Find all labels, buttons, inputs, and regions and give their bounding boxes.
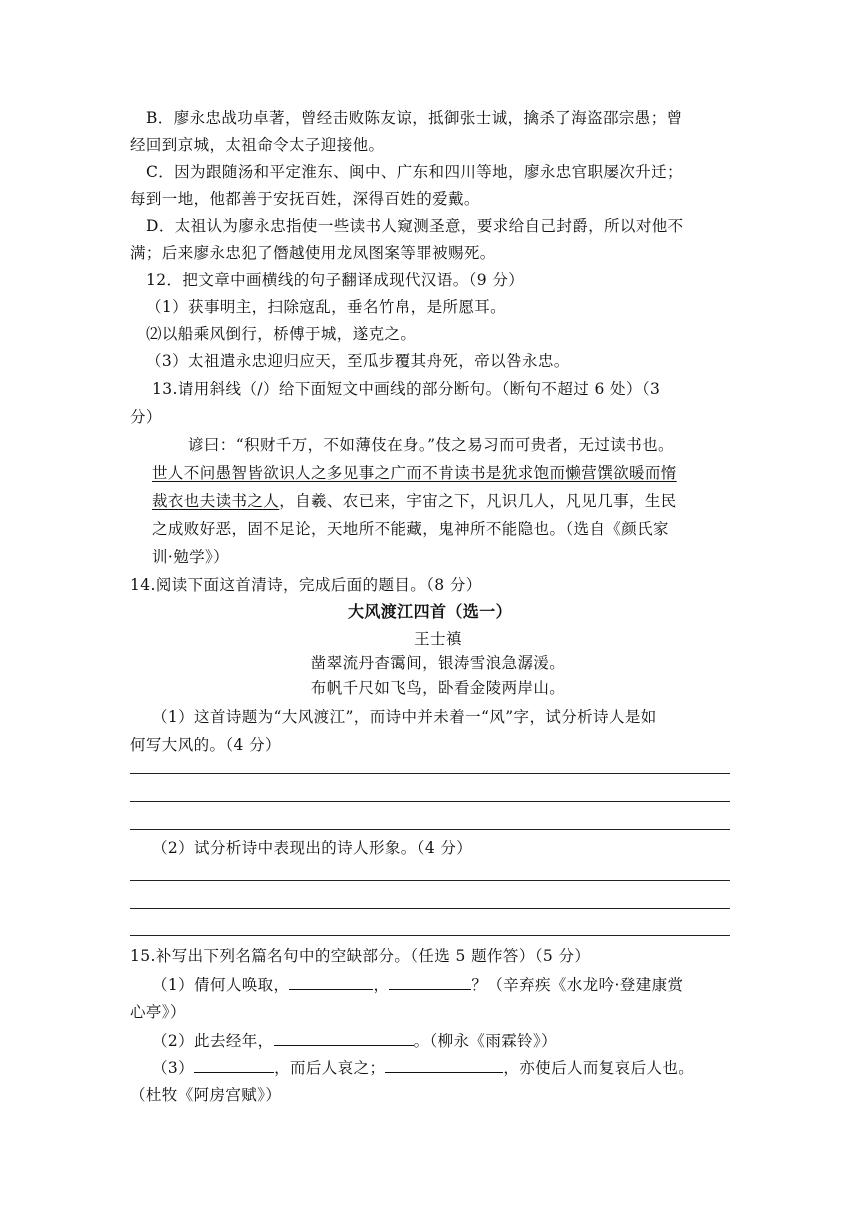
fill-blank[interactable] <box>289 973 373 990</box>
fill-blank[interactable] <box>194 1056 274 1073</box>
q15-3-suffix: ，亦使后人而复哀后人也。 <box>503 1059 695 1077</box>
q15-3-middle: ，而后人哀之； <box>274 1059 386 1077</box>
answer-line[interactable] <box>130 829 730 830</box>
q15-2-prefix: （2）此去经年， <box>152 1032 274 1050</box>
question-15-item-3-line-2: （杜牧《阿房宫赋》） <box>130 1086 282 1104</box>
question-14-part-1-line-1: （1）这首诗题为“大风渡江”，而诗中并未着一“风”字，试分析诗人是如 <box>152 708 657 726</box>
question-12-item-3: （3）太祖遣永忠迎归应天，至瓜步覆其舟死，帝以咎永忠。 <box>146 352 570 370</box>
option-b-line-1: B．廖永忠战功卓著，曾经击败陈友谅，抵御张士诚，擒杀了海盗邵宗愚；曾 <box>146 109 683 127</box>
option-b-line-2: 经回到京城，太祖命令太子迎接他。 <box>130 136 385 154</box>
option-c-line-1: C．因为跟随汤和平定淮东、闽中、广东和四川等地，廖永忠官职屡次升迁； <box>146 163 683 181</box>
passage-line-1: 谚曰：“积财千万，不如薄伎在身。”伎之易习而可贵者，无过读书也。 <box>188 436 674 454</box>
question-12-item-2: ⑵以船乘风倒行，桥傅于城，遂克之。 <box>146 325 417 343</box>
question-14-part-2: （2）试分析诗中表现出的诗人形象。（4 分） <box>152 839 473 857</box>
question-12-item-1: （1）获事明主，扫除寇乱，垂名竹帛，是所愿耳。 <box>146 298 507 316</box>
question-15-item-1-line-1 <box>152 973 683 996</box>
question-15-item-2 <box>152 1029 557 1052</box>
option-c-line-2: 每到一地，他都善于安抚百姓，深得百姓的爱戴。 <box>130 190 480 208</box>
question-15-item-3-line-1 <box>152 1056 694 1079</box>
poem-author: 王士禛 <box>414 630 462 648</box>
question-15-item-1-line-2: 心亭》） <box>130 1003 186 1021</box>
question-12: 12．把文章中画横线的句子翻译成现代汉语。（9 分） <box>146 271 525 289</box>
question-13-line-2: 分） <box>130 408 162 426</box>
answer-line[interactable] <box>130 935 730 936</box>
passage-line-5: 训·勉学》） <box>152 548 230 566</box>
passage-line-3-rest: ，自羲、农已来，宇宙之下，凡识几人，凡见几事，生民 <box>279 492 677 510</box>
answer-line[interactable] <box>130 880 730 881</box>
poem-line-1: 凿翠流丹杳霭间，银涛雪浪急潺湲。 <box>310 654 566 672</box>
answer-line[interactable] <box>130 801 730 802</box>
passage-line-3 <box>152 490 677 512</box>
passage-underlined-segment: 裁衣也夫读书之人 <box>152 492 280 510</box>
poem-title: 大风渡江四首（选一） <box>347 602 512 621</box>
q15-1-suffix: ？（辛弃疾《水龙吟·登建康赏 <box>471 976 684 994</box>
option-d-line-2: 满；后来廖永忠犯了僭越使用龙凤图案等罪被赐死。 <box>130 244 496 262</box>
option-d-line-1: D．太祖认为廖永忠指使一些读书人窥测圣意，要求给自己封爵，所以对他不 <box>146 217 684 235</box>
answer-line[interactable] <box>130 773 730 774</box>
answer-line[interactable] <box>130 908 730 909</box>
passage-line-2-underlined: 世人不问愚智皆欲识人之多见事之广而不肯读书是犹求饱而懒营馔欲暖而惰 <box>152 464 677 482</box>
q15-1-prefix: （1）倩何人唤取， <box>152 976 290 994</box>
fill-blank[interactable] <box>274 1029 414 1046</box>
q15-1-comma: ， <box>373 976 390 994</box>
q15-2-suffix: 。（柳永《雨霖铃》） <box>413 1032 558 1050</box>
q15-3-prefix: （3） <box>152 1059 195 1077</box>
question-14-part-1-line-2: 何写大风的。（4 分） <box>130 736 281 754</box>
fill-blank[interactable] <box>385 1056 503 1073</box>
poem-line-2: 布帆千尺如飞鸟，卧看金陵两岸山。 <box>310 679 566 697</box>
passage-line-4: 之成败好恶，固不足论，天地所不能藏，鬼神所不能隐也。（选自《颜氏家 <box>152 520 669 538</box>
fill-blank[interactable] <box>389 973 471 990</box>
question-15: 15.补写出下列名篇名句中的空缺部分。（任选 5 题作答）（5 分） <box>130 947 591 965</box>
question-13-line-1: 13.请用斜线（/）给下面短文中画线的部分断句。（断句不超过 6 处）（3 <box>152 380 661 398</box>
question-14: 14.阅读下面这首清诗，完成后面的题目。（8 分） <box>130 576 482 594</box>
